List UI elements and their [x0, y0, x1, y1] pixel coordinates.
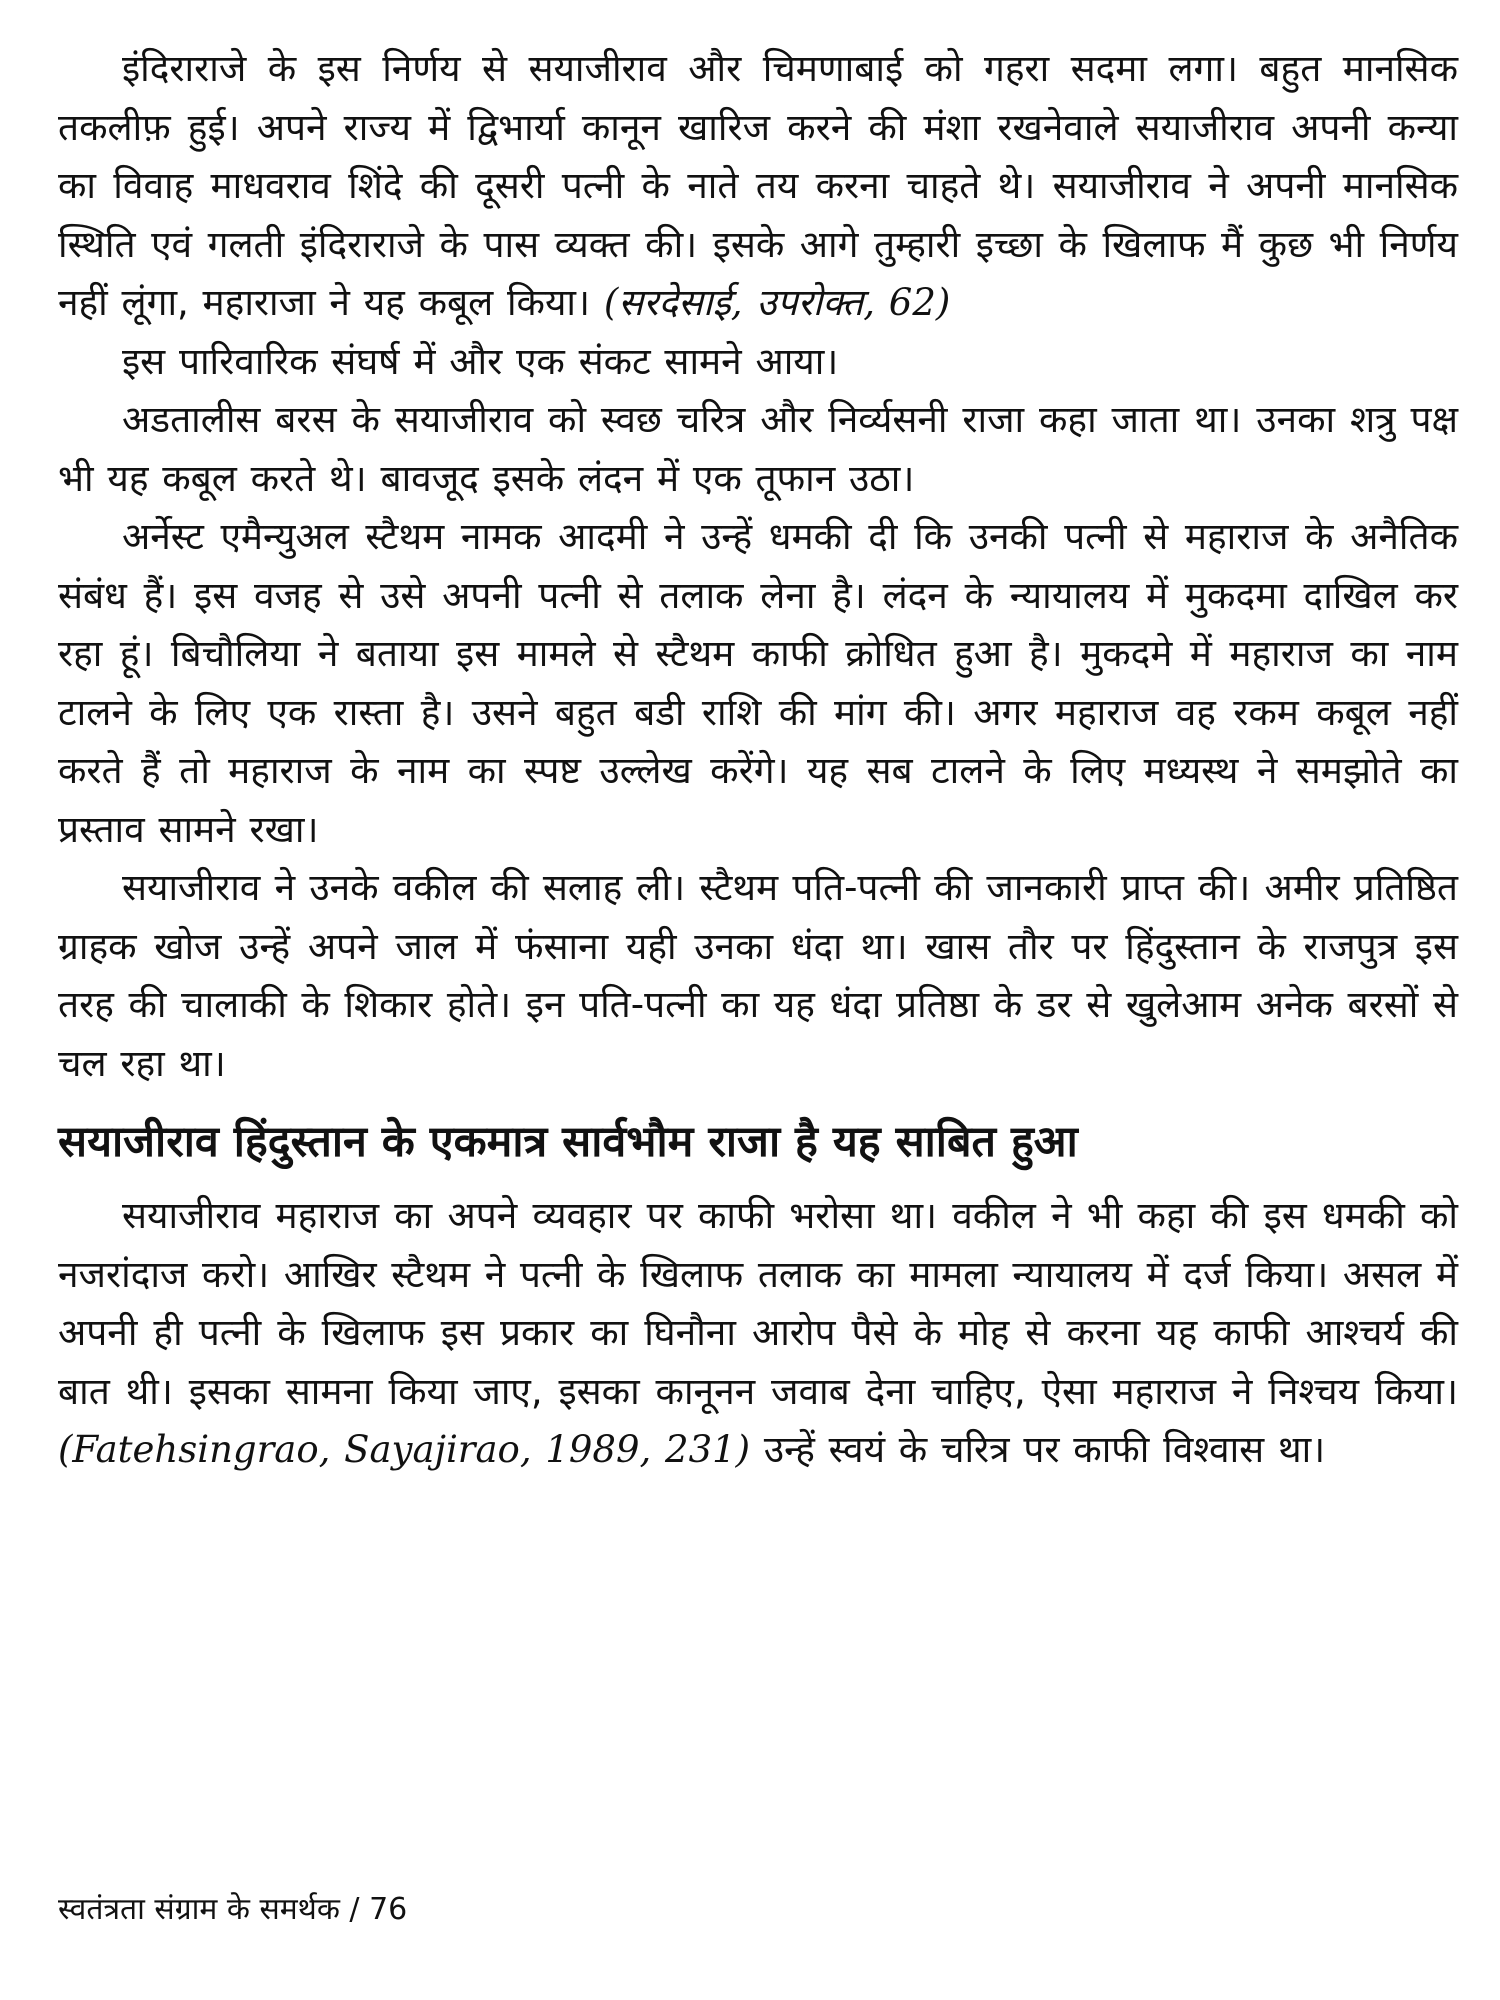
paragraph-text: अडतालीस बरस के सयाजीराव को स्वछ चरित्र और निर्व्यसनी राजा कहा जाता था। उनका शत्रु पक्ष भी यह कबूल करते थे। बावजूद इसके लंदन में एक तूफान उठा। — [58, 398, 1458, 500]
footer-separator: / — [339, 1892, 370, 1927]
paragraph-statham-threat — [58, 508, 1458, 859]
paragraph-text: इंदिराराजे के इस निर्णय से सयाजीराव और चिमणाबाई को गहरा सदमा लगा। बहुत मानसिक तकलीफ़ हुई। अपने राज्य में द्विभार्या कानून खारिज करने की मंशा रखनेवाले सयाजीराव अपनी कन्या का विवाह माधवराव शिंदे की दूसरी पत्नी के नाते तय करना चाहते थे। सयाजीराव ने अपनी मानसिक स्थिति एवं गलती इंदिराराजे के पास व्यक्त की। इसके आगे तुम्हारी इच्छा के खिलाफ मैं कुछ भी निर्णय नहीं लूंगा, महाराजा ने यह कबूल किया। — [58, 47, 1458, 324]
section-heading: सयाजीराव हिंदुस्तान के एकमात्र सार्वभौम राजा है यह साबित हुआ — [58, 1117, 1078, 1167]
citation: (Fatehsingrao, Sayajirao, 1989, 231) — [58, 1428, 751, 1471]
paragraph-text: अर्नेस्ट एमैन्युअल स्टैथम नामक आदमी ने उन्हें धमकी दी कि उनकी पत्नी से महाराज के अनैतिक संबंध हैं। इस वजह से उसे अपनी पत्नी से तलाक लेना है। लंदन के न्यायालय में मुकदमा दाखिल कर रहा हूं। बिचौलिया ने बताया इस मामले से स्टैथम काफी क्रोधित हुआ है। मुकदमे में महाराज का नाम टालने के लिए एक रास्ता है। उसने बहुत बडी राशि की मांग की। अगर महाराज वह रकम कबूल नहीं करते हैं तो महाराज के नाम का स्पष्ट उल्लेख करेंगे। यह सब टालने के लिए मध्यस्थ ने समझोते का प्रस्ताव सामने रखा। — [58, 515, 1458, 851]
paragraph-character — [58, 391, 1458, 508]
paragraph-text: इस पारिवारिक संघर्ष में और एक संकट सामने आया। — [122, 339, 839, 383]
page-number: 76 — [369, 1892, 408, 1927]
paragraph-text: उन्हें स्वयं के चरित्र पर काफी विश्वास था। — [763, 1428, 1326, 1471]
page-body — [58, 40, 1458, 1480]
paragraph-text: सयाजीराव ने उनके वकील की सलाह ली। स्टैथम पति-पत्नी की जानकारी प्राप्त की। अमीर प्रतिष्ठित ग्राहक खोज उन्हें अपने जाल में फंसाना यही उनका धंदा था। खास तौर पर हिंदुस्तान के राजपुत्र इस तरह की चालाकी के शिकार होते। इन पति-पत्नी का यह धंदा प्रतिष्ठा के डर से खुलेआम अनेक बरसों से चल रहा था। — [58, 866, 1458, 1085]
paragraph-family-conflict — [58, 333, 1458, 392]
page-footer — [58, 1890, 407, 1930]
paragraph-court-case — [58, 1187, 1458, 1480]
citation: (सरदेसाई, उपरोक्त, 62) — [603, 281, 951, 324]
paragraph-decision — [58, 40, 1458, 333]
paragraph-text: सयाजीराव महाराज का अपने व्यवहार पर काफी भरोसा था। वकील ने भी कहा की इस धमकी को नजरांदाज करो। आखिर स्टैथम ने पत्नी के खिलाफ तलाक का मामला न्यायालय में दर्ज किया। असल में अपनी ही पत्नी के खिलाफ इस प्रकार का घिनौना आरोप पैसे के मोह से करना यह काफी आश्चर्य की बात थी। इसका सामना किया जाए, इसका कानूनन जवाब देना चाहिए, ऐसा महाराज ने निश्चय किया। — [58, 1194, 1458, 1413]
paragraph-lawyer-advice — [58, 859, 1458, 1093]
footer-book-title: स्वतंत्रता संग्राम के समर्थक — [58, 1892, 340, 1927]
